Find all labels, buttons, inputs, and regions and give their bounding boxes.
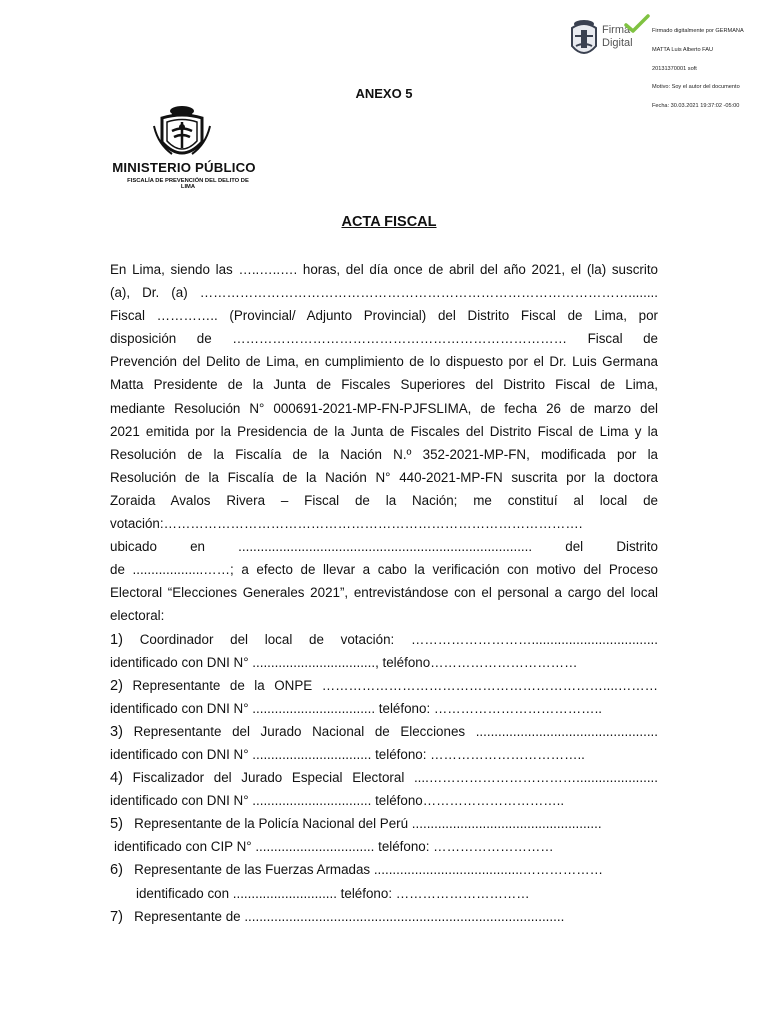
item-number: 2)	[110, 677, 123, 694]
coat-of-arms-icon	[150, 104, 214, 162]
intro-line: disposición de ………………………………………………………………… Fiscal de	[110, 331, 658, 347]
attendee-item-3-id: identificado con DNI N° ................................ teléfono: ……………………………..	[110, 746, 585, 762]
intro-line: Resolución de la Fiscalía de la Nación N.º 352-2021-MP-FN, modificada por la	[110, 446, 658, 462]
intro-line: Electoral “Elecciones Generales 2021”, entrevistándose con el personal a cargo del local	[110, 585, 658, 601]
attendee-item-7	[110, 905, 658, 928]
attendee-item-3	[110, 720, 658, 743]
item-text: Representante del Jurado Nacional de Elecciones .................................................	[133, 723, 658, 739]
intro-line: ubicado en ............................................................................... del Distrito	[110, 539, 658, 555]
institution-name: MINISTERIO PÚBLICO	[112, 160, 256, 175]
signature-line: MATTA Luis Alberto FAU	[652, 47, 714, 54]
intro-line: 2021 emitida por la Presidencia de la Junta de Fiscales del Distrito Fiscal de Lima y la	[110, 423, 658, 439]
attendee-item-4-id: identificado con DNI N° ................................ teléfono…………………………..	[110, 793, 565, 809]
intro-line: votación:………………………………………………………………………………….	[110, 516, 583, 532]
item-text: Coordinador del local de votación: ………………………..................................	[139, 631, 658, 647]
intro-line: (a), Dr. (a) ……………………………………………………………………………………........	[110, 285, 658, 301]
item-text: Representante de ......................................................................................	[134, 908, 565, 924]
attendee-item-5-id: identificado con CIP N° ................................ teléfono: ………………………	[114, 839, 554, 855]
item-number: 7)	[110, 908, 123, 925]
attendee-item-2	[110, 674, 658, 697]
item-number: 3)	[110, 723, 123, 740]
intro-line: de ...................……; a efecto de llevar a cabo la verificación con motivo del Proceso	[110, 562, 658, 578]
item-number: 1)	[110, 631, 123, 648]
institution-logo	[104, 104, 264, 196]
document-body	[110, 258, 658, 928]
attendee-item-4	[110, 766, 658, 789]
intro-line: Zoraida Avalos Rivera – Fiscal de la Nación; me constituí al local de	[110, 492, 658, 508]
signature-line: Motivo: Soy el autor del documento	[652, 84, 740, 91]
brand-line-1: Firma	[602, 24, 631, 36]
intro-line: mediante Resolución N° 000691-2021-MP-FN-PJFSLIMA, de fecha 26 de marzo del	[110, 400, 658, 416]
item-text: Representante de la Policía Nacional del Perú ...................................................	[134, 816, 602, 832]
intro-line: En Lima, siendo las …..…..…. horas, del día once de abril del año 2021, el (la) suscrito	[110, 262, 658, 277]
digital-signature-stamp	[566, 14, 762, 109]
item-number: 4)	[110, 770, 123, 787]
signature-line: Firmado digitalmente por GERMANA	[652, 28, 744, 35]
attendee-item-6-id: identificado con ............................ teléfono: …………………………	[136, 885, 530, 901]
attendee-item-6	[110, 858, 658, 881]
intro-line: electoral:	[110, 608, 165, 624]
intro-line: Resolución de la Fiscalía de la Nación N° 440-2021-MP-FN suscrita por la doctora	[110, 469, 658, 485]
attendee-item-1	[110, 628, 658, 651]
signature-line: 20131370001 soft	[652, 65, 697, 72]
annex-label: ANEXO 5	[355, 86, 413, 101]
national-seal-icon	[566, 16, 602, 60]
item-text: Representante de la ONPE ………………………………………………………....………	[132, 677, 658, 693]
checkmark-icon	[624, 14, 650, 34]
item-text: Fiscalizador del Jurado Especial Electoral ....……………………………......................	[132, 770, 658, 786]
attendee-item-2-id: identificado con DNI N° ................................. teléfono: ………………………………..	[110, 700, 603, 716]
attendee-item-1-id: identificado con DNI N° ................................., teléfono……………………………	[110, 654, 578, 670]
intro-line: Fiscal ………….. (Provincial/ Adjunto Provincial) del Distrito Fiscal de Lima, por	[110, 308, 658, 324]
office-line-1: FISCALÍA DE PREVENCIÓN DEL DELITO DE	[127, 178, 249, 184]
office-line-2: LIMA	[180, 184, 196, 191]
intro-line: Matta Presidente de la Junta de Fiscales Superiores del Distrito Fiscal de Lima,	[110, 377, 658, 393]
attendee-item-5	[110, 812, 658, 835]
item-number: 5)	[110, 816, 123, 833]
signature-details	[652, 16, 744, 121]
signature-line: Fecha: 30.03.2021 19:37:02 -05:00	[652, 102, 740, 109]
item-text: Representante de las Fuerzas Armadas ........................................………………	[134, 862, 603, 878]
document-title: ACTA FISCAL	[341, 214, 437, 230]
brand-line-2: Digital	[602, 37, 633, 49]
intro-line: Prevención del Delito de Lima, en cumplimiento de lo dispuesto por el Dr. Luis Germana	[110, 354, 658, 370]
office-name	[114, 178, 262, 191]
item-number: 6)	[110, 862, 123, 879]
